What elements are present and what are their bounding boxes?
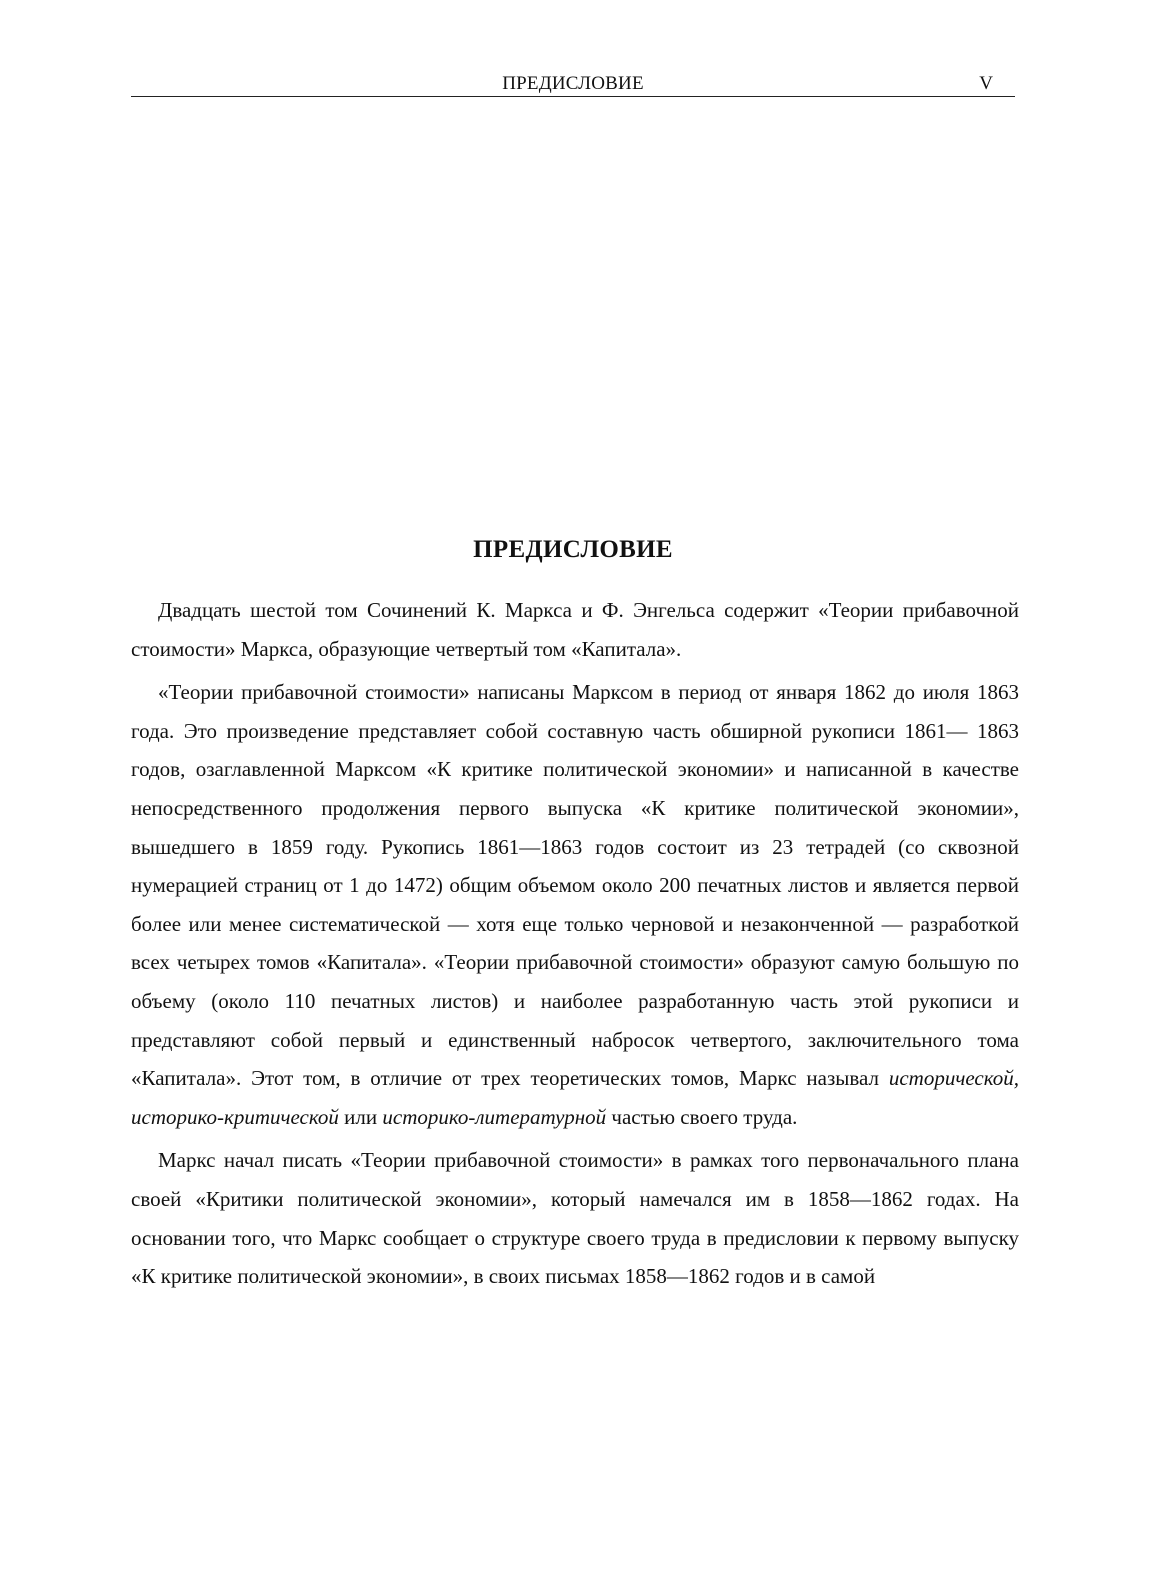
paragraph-2-italic-2: историко-литературной [382, 1104, 607, 1129]
paragraph-1: Двадцать шестой том Сочинений К. Маркса и Ф. Энгельса содержит «Теории прибавочной стоимости» Маркса, образующие четвертый том «Капитала». [131, 598, 1019, 661]
paragraph-2-text-start: «Теории прибавочной стоимости» написаны Марксом в период от января 1862 до июля 1863 года. Это произведение представляет собой составную часть обширной рукописи 1861— 1863 годов, озаглавленной Марксом «К критике политической экономии» и написанной в качестве непосредственного продолжения первого выпуска «К критике политической экономии», вышедшего в 1859 году. Рукопись 1861—1863 годов состоит из 23 тетрадей (со сквозной нумерацией страниц от 1 до 1472) общим объемом около 200 печатных листов и является первой более или менее систематической — хотя еще только черновой и незаконченной — разработкой всех четырех томов «Капитала». «Теории прибавочной стоимости» образуют самую большую по объему (около 110 печатных листов) и наиболее разработанную часть этой рукописи и представляют собой первый и единственный набросок четвертого, заключительного тома «Капитала». Этот том, в отличие от трех теоретических томов, Маркс называл [131, 680, 1019, 1091]
paragraph-2-text-mid: или [344, 1104, 378, 1129]
chapter-title: ПРЕДИСЛОВИЕ [473, 536, 673, 563]
paragraph-2 [131, 673, 1019, 1136]
paragraph-3: Маркс начал писать «Теории прибавочной стоимости» в рамках того первоначального плана своей «Критики политической экономии», который намечался им в 1858—1862 годах. На основании того, что Маркс сообщает о структуре своего труда в предисловии к первому выпуску «К критике политической экономии», в своих письмах 1858—1862 годов и в самой [131, 1148, 1019, 1289]
running-title: ПРЕДИСЛОВИЕ [502, 73, 644, 94]
paragraph-2-text-end: частью своего труда. [611, 1104, 798, 1129]
running-header [131, 72, 1015, 97]
paragraph-2-italic-1: исторической, историко-критической [131, 1066, 1019, 1129]
page-number: V [979, 73, 993, 94]
body-text [131, 591, 1019, 1296]
